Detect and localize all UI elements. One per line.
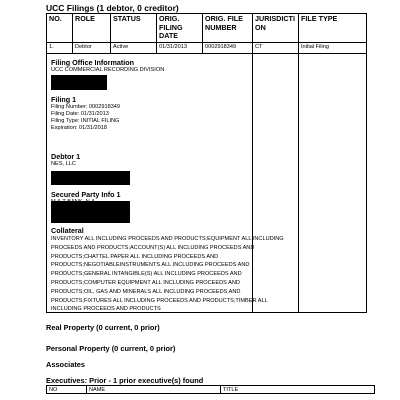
collateral-heading: Collateral xyxy=(51,226,84,235)
cell-role: Debtor xyxy=(73,43,111,54)
filing-office-line: UCC COMMERCIAL RECORDING DIVISION xyxy=(51,67,165,73)
exec-header-no: NO xyxy=(47,386,87,394)
cell-jurisdiction: CT xyxy=(253,43,299,54)
redaction-box xyxy=(51,171,130,185)
header-orig-file-number: ORIG. FILE NUMBER xyxy=(203,14,253,43)
secured-party-heading: Secured Party Info 1 xyxy=(51,190,121,199)
detail-row xyxy=(47,54,367,313)
ucc-section-title: UCC Filings (1 debtor, 0 creditor) xyxy=(46,3,179,13)
detail-file-type-cell xyxy=(299,54,367,313)
cell-file-type: Initial Filing xyxy=(299,43,367,54)
executives-table xyxy=(46,385,375,394)
header-orig-filing-date: ORIG. FILING DATE xyxy=(157,14,203,43)
filing-expiration: Expiration: 01/31/2018 xyxy=(51,125,107,131)
header-role: ROLE xyxy=(73,14,111,43)
ucc-header-row xyxy=(47,14,367,43)
cell-date: 01/31/2013 xyxy=(157,43,203,54)
associates-heading: Associates xyxy=(46,360,86,369)
detail-cell xyxy=(47,54,284,313)
cell-status: Active xyxy=(111,43,157,54)
filing-date: Filing Date: 01/31/2013 xyxy=(51,111,109,117)
redaction-box xyxy=(51,75,107,90)
collateral-block xyxy=(51,226,285,314)
table-row xyxy=(47,43,367,54)
exec-header-title: TITLE xyxy=(221,386,375,394)
filing-block xyxy=(51,95,120,132)
header-status: STATUS xyxy=(111,14,157,43)
debtor-block xyxy=(51,152,80,168)
personal-property-heading: Personal Property (0 current, 0 prior) xyxy=(46,344,176,353)
executives-header-row xyxy=(47,386,375,394)
header-file-type: FILE TYPE xyxy=(299,14,367,43)
real-property-heading: Real Property (0 current, 0 prior) xyxy=(46,323,160,332)
redaction-box xyxy=(51,201,130,223)
debtor-name: NES, LLC xyxy=(51,161,76,167)
cell-no: 1. xyxy=(47,43,73,54)
ucc-filings-table xyxy=(46,13,367,313)
header-jurisdiction: JURISDICTI ON xyxy=(253,14,299,43)
filing-type: Filing Type: INITIAL FILING xyxy=(51,118,120,124)
filing-office-block xyxy=(51,58,164,74)
filing-number: Filing Number: 0002918349 xyxy=(51,104,121,110)
collateral-text: INVENTORY ALL INCLUDING PROCEEDS AND PRODUCTS;EQUIPMENT ALL INCLUDING PROCEEDS AND PRODUCTS;ACCOUNT(S) ALL INCLUDING PROCEEDS AND PRODUCTS;CHATTEL PAPER ALL INCLUDING PROCEEDS AND PRODUCTS;NEGOTIABLEINSTRUMENTS ALL INCLUDING PROCEEDS AND PRODUCTS;GENERAL INTANGIBLE(S) ALL INCLUDING PROCEEDS AND PRODUCTS;COMPUTER EQUIPMENT ALL INCLUDING PROCEEDS AND PRODUCTS;OIL, GAS AND MINERALS ALL INCLUDING PROCEEDS AND PRODUCTS;FIXTURES ALL INCLUDING PROCEEDS AND PRODUCTS;TIMBER ALL INCLUDING PROCEEDS AND PRODUCTS xyxy=(51,236,284,313)
header-no: NO. xyxy=(47,14,73,43)
cell-file-number: 0002918349 xyxy=(203,43,253,54)
exec-header-name: NAME xyxy=(87,386,221,394)
executives-heading: Executives: Prior - 1 prior executive(s) found xyxy=(46,376,204,385)
debtor-heading: Debtor 1 xyxy=(51,152,81,161)
filing-heading: Filing 1 xyxy=(51,95,77,104)
filing-office-heading: Filing Office Information xyxy=(51,58,135,67)
